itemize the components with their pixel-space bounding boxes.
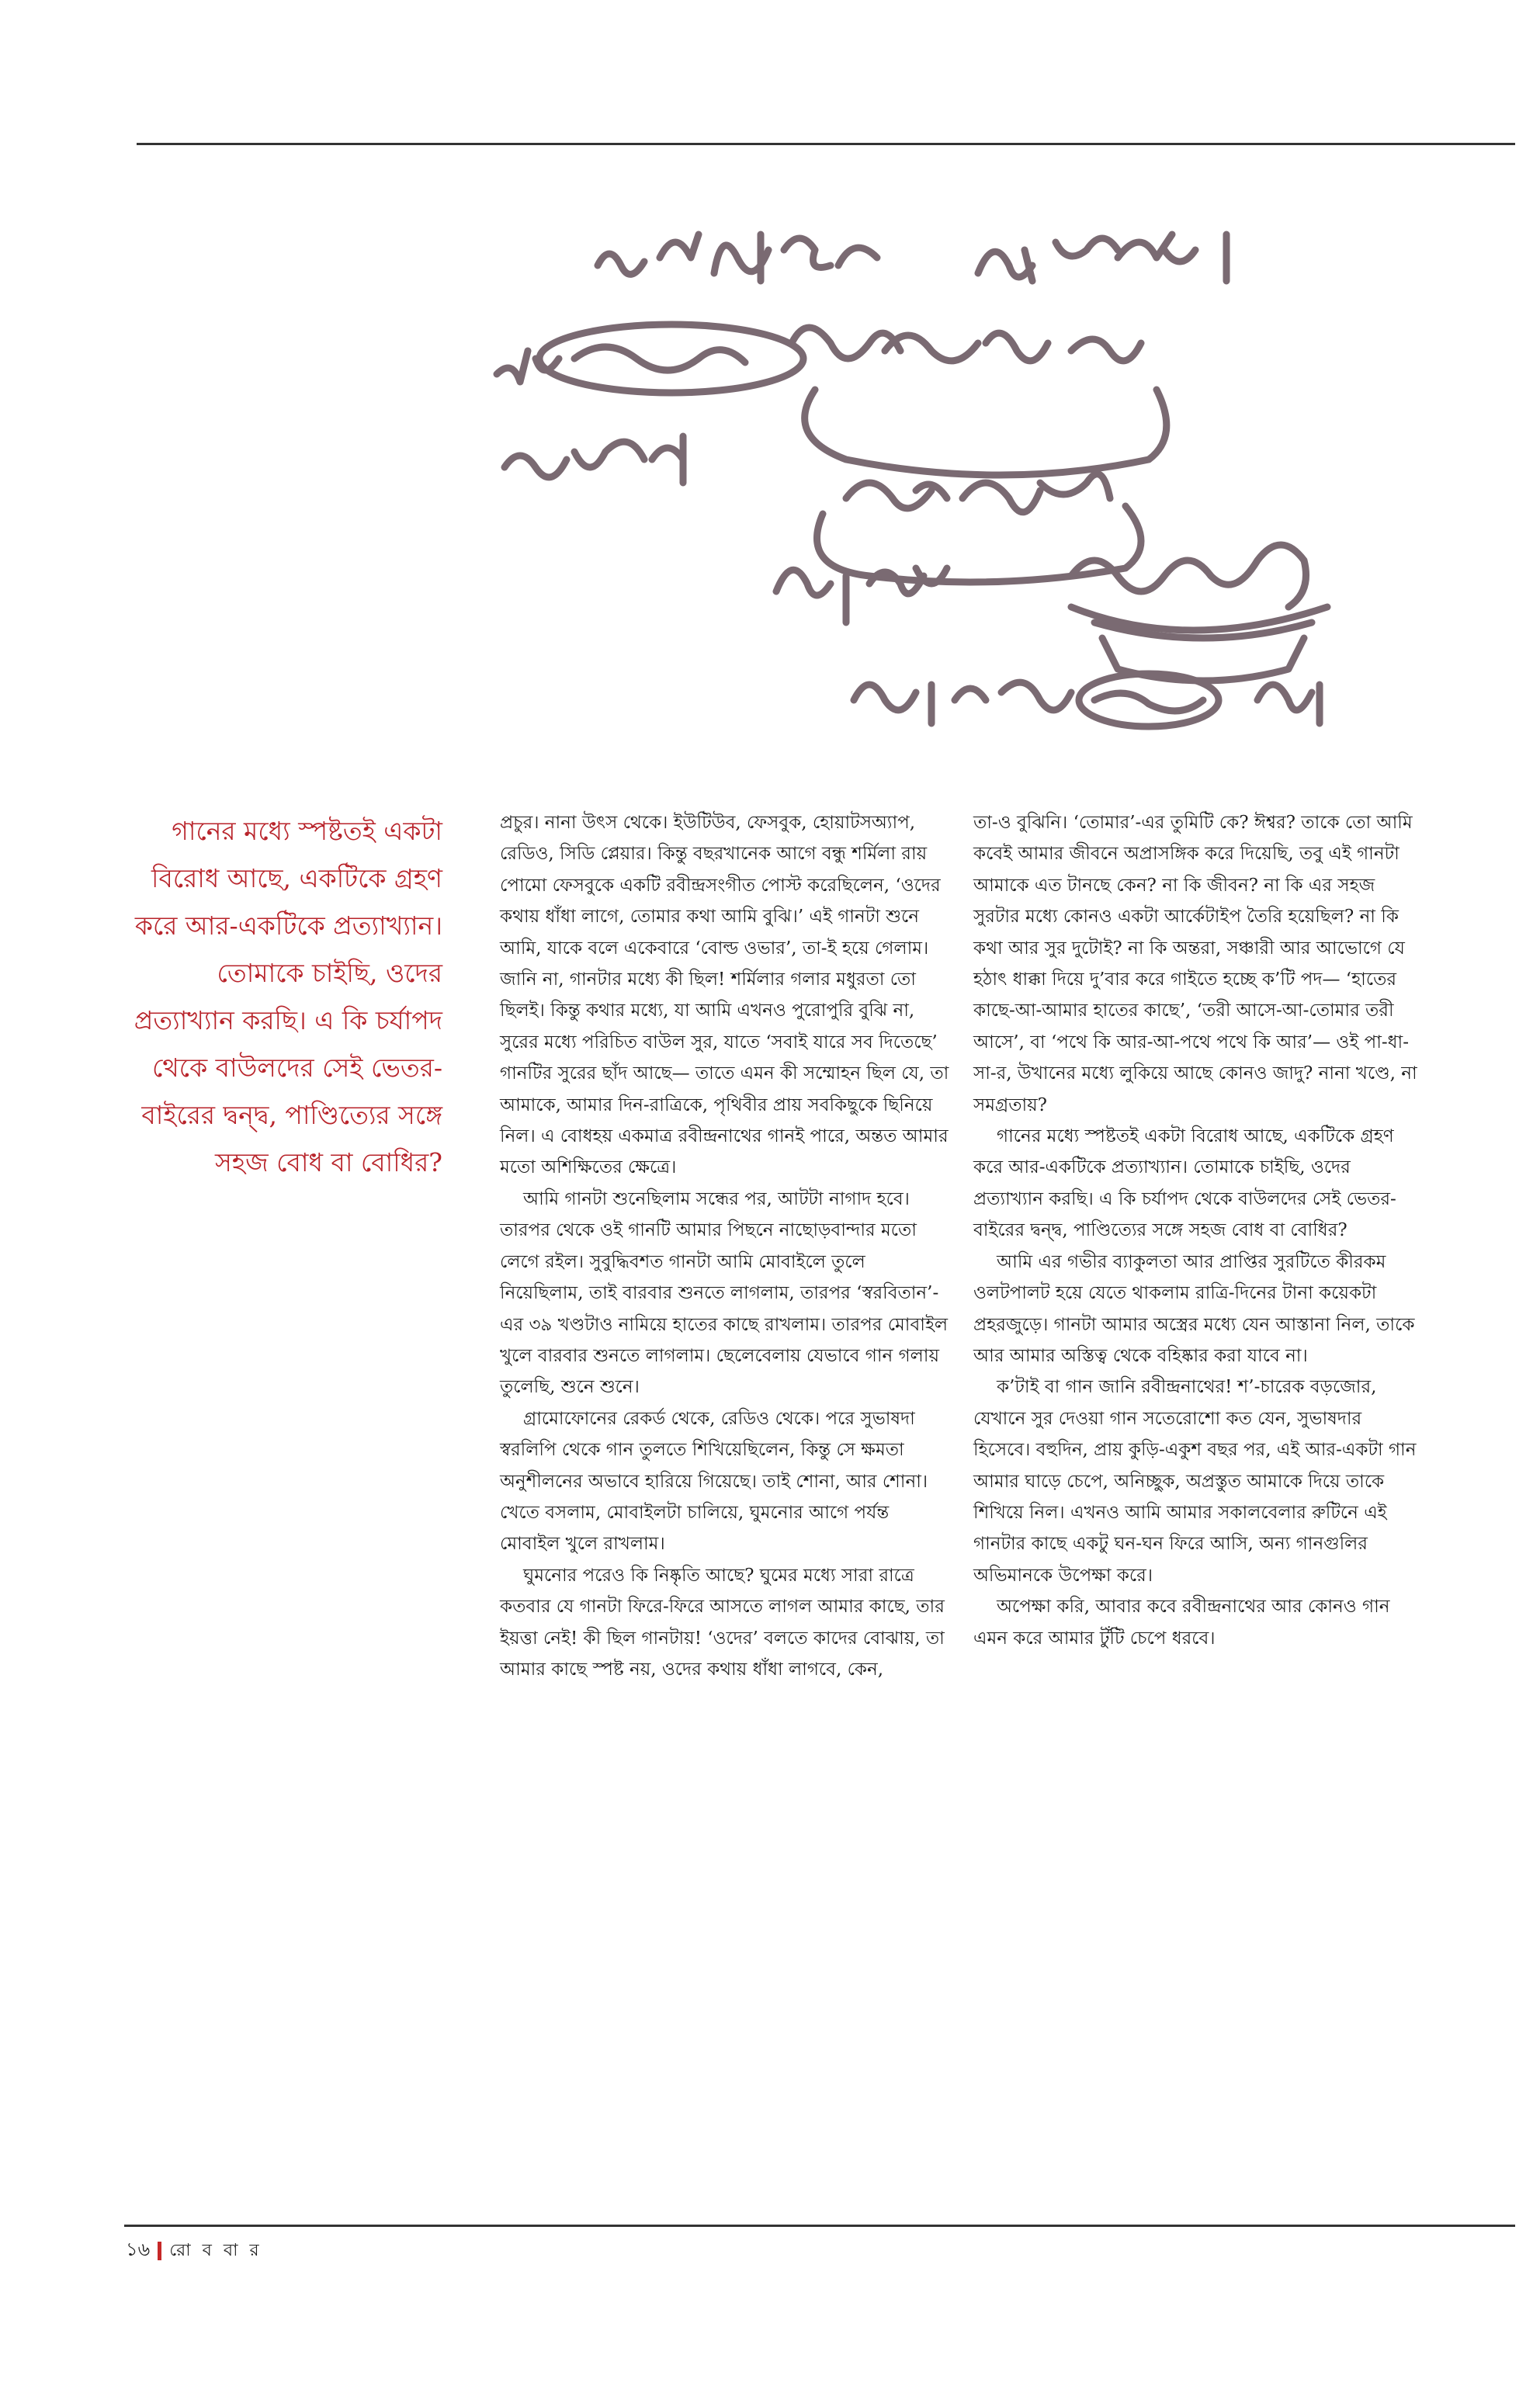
- footer-rule: [124, 2225, 1515, 2227]
- footer-divider: [158, 2242, 161, 2260]
- paragraph: গ্রামোফোনের রেকর্ড থেকে, রেডিও থেকে। পরে সুভাষদা স্বরলিপি থেকে গান তুলতে শিখিয়েছিলেন, কিন্তু সে ক্ষমতা অনুশীলনের অভাবে হারিয়ে গিয়েছে। তাই শোনা, আর শোনা। খেতে বসলাম, মোবাইলটা চালিয়ে, ঘুমনোর আগে পর্যন্ত মোবাইল খুলে রাখলাম।: [500, 1408, 928, 1555]
- paragraph: আমি গানটা শুনেছিলাম সন্ধের পর, আটটা নাগাদ হবে। তারপর থেকে ওই গানটি আমার পিছনে নাছোড়বান্দার মতো লেগে রইল। সুবুদ্ধিবশত গানটা আমি মোবাইলে তুলে নিয়েছিলাম, তাই বারবার শুনতে লাগলাম, তারপর ‘স্বরবিতান’-এর ৩৯ খণ্ডটাও নামিয়ে হাতের কাছে রাখলাম। তারপর মোবাইল খুলে বারবার শুনতে লাগলাম। ছেলেবেলায় যেভাবে গান গলায় তুলেছি, শুনে শুনে।: [500, 1188, 949, 1398]
- paragraph: গানের মধ্যে স্পষ্টতই একটা বিরোধ আছে, একটিকে গ্রহণ করে আর-একটিকে প্রত্যাখ্যান। তোমাকে চাইছি, ওদের প্রত্যাখ্যান করছি। এ কি চর্যাপদ থেকে বাউলদের সেই ভেতর-বাইরের দ্বন্দ্ব, পাণ্ডিত্যের সঙ্গে সহজ বোধ বা বোধির?: [973, 1126, 1396, 1241]
- paragraph: ক’টাই বা গান জানি রবীন্দ্রনাথের! শ’-চারেক বড়জোর, যেখানে সুর দেওয়া গান সতেরোশো কত যেন, সুভাষদার হিসেবে। বহুদিন, প্রায় কুড়ি-একুশ বছর পর, এই আর-একটা গান আমার ঘাড়ে চেপে, অনিচ্ছুক, অপ্রস্তুত আমাকে দিয়ে তাকে শিখিয়ে নিল। এখনও আমি আমার সকালবেলার রুটিনে এই গানটার কাছে একটু ঘন-ঘন ফিরে আসি, অন্য গানগুলির অভিমানকে উপেক্ষা করে।: [973, 1377, 1417, 1586]
- article-column-2: [973, 807, 1424, 2181]
- paragraph: আমি এর গভীর ব্যাকুলতা আর প্রাপ্তির সুরটিতে কীরকম ওলটপালট হয়ে যেতে থাকলাম রাত্রি-দিনের টানা কয়েকটা প্রহরজুড়ে। গানটা আমার অস্ত্রের মধ্যে যেন আস্তানা নিল, তাকে আর আমার অস্তিত্ব থেকে বহিষ্কার করা যাবে না।: [973, 1251, 1415, 1366]
- page-footer: [126, 2235, 262, 2266]
- paragraph: অপেক্ষা করি, আবার কবে রবীন্দ্রনাথের আর কোনও গান এমন করে আমার টুঁটি চেপে ধরবে।: [973, 1597, 1390, 1649]
- article-column-1: [500, 807, 950, 2181]
- paragraph: প্রচুর। নানা উৎস থেকে। ইউটিউব, ফেসবুক, হোয়াটসঅ্যাপ, রেডিও, সিডি প্লেয়ার। কিন্তু বছরখানেক আগে বন্ধু শর্মিলা রায় পোমো ফেসবুকে একটি রবীন্দ্রসংগীত পোস্ট করেছিলেন, ‘ওদের কথায় ধাঁধা লাগে, তোমার কথা আমি বুঝি।’ এই গানটা শুনে আমি, যাকে বলে একেবারে ‘বোল্ড ওভার’, তা-ই হয়ে গেলাম। জানি না, গানটার মধ্যে কী ছিল! শর্মিলার গলার মধুরতা তো ছিলই। কিন্তু কথার মধ্যে, যা আমি এখনও পুরোপুরি বুঝি না, সুরের মধ্যে পরিচিত বাউল সুর, যাতে ‘সবাই যারে সব দিতেছে’ গানটির সুরের ছাঁদ আছে— তাতে এমন কী সম্মোহন ছিল যে, তা আমাকে, আমার দিন-রাত্রিকে, পৃথিবীর প্রায় সবকিছুকে ছিনিয়ে নিল। এ বোধহয় একমাত্র রবীন্দ্রনাথের গানই পারে, অন্তত আমার মতো অশিক্ষিতের ক্ষেত্রে।: [500, 813, 949, 1178]
- paragraph: ঘুমনোর পরেও কি নিষ্কৃতি আছে? ঘুমের মধ্যে সারা রাত্রে কতবার যে গানটা ফিরে-ফিরে আসতে লাগল আমার কাছে, তার ইয়ত্তা নেই! কী ছিল গানটায়! ‘ওদের’ বলতে কাদের বোঝায়, তা আমার কাছে স্পষ্ট নয়, ওদের কথায় ধাঁধা লাগবে, কেন,: [500, 1565, 945, 1680]
- page-number: ১৬: [126, 2239, 151, 2260]
- pull-quote: গানের মধ্যে স্পষ্টতই একটা বিরোধ আছে, একটিকে গ্রহণ করে আর-একটিকে প্রত্যাখ্যান। তোমাকে চাইছি, ওদের প্রত্যাখ্যান করছি। এ কি চর্যাপদ থেকে বাউলদের সেই ভেতর-বাইরের দ্বন্দ্ব, পাণ্ডিত্যের সঙ্গে সহজ বোধ বা বোধির?: [134, 816, 442, 1177]
- magazine-name: রো ব বা র: [169, 2240, 262, 2260]
- header-rule: [137, 143, 1515, 145]
- manuscript-sketch: [481, 203, 1382, 739]
- paragraph: তা-ও বুঝিনি। ‘তোমার’-এর তুমিটি কে? ঈশ্বর? তাকে তো আমি কবেই আমার জীবনে অপ্রাসঙ্গিক করে দিয়েছি, তবু এই গানটা আমাকে এত টানছে কেন? না কি জীবন? না কি এর সহজ সুরটার মধ্যে কোনও একটা আর্কেটাইপ তৈরি হয়েছিল? না কি কথা আর সুর দুটোই? না কি অন্তরা, সঞ্চারী আর আভোগে যে হঠাৎ ধাক্কা দিয়ে দু’বার করে গাইতে হচ্ছে ক’টি পদ— ‘হাতের কাছে-আ-আমার হাতের কাছে’, ‘তরী আসে-আ-তোমার তরী আসে’, বা ‘পথে কি আর-আ-পথে পথে কি আর’— ওই পা-ধা-সা-র, উখানের মধ্যে লুকিয়ে আছে কোনও জাদু? নানা খণ্ডে, না সমগ্রতায়?: [973, 813, 1417, 1115]
